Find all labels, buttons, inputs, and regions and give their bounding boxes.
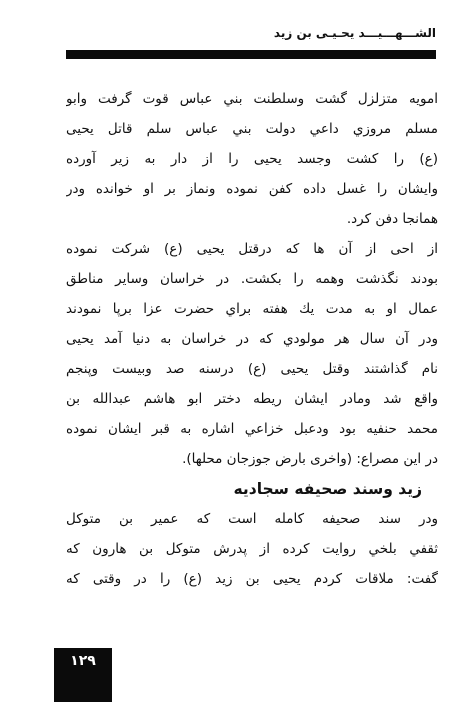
paragraph-1 [66, 84, 438, 234]
text-line: گفت: ملاقات كردم يحيى بن زيد (ع) را در وقتى كه [66, 571, 438, 587]
page-body [66, 84, 438, 594]
text-line: نام گذاشتند وقتل يحيى (ع) درسنه صد وبيست وپنجم [66, 361, 438, 377]
text-line: (ع) را كشت وجسد يحيى را از دار به زير آورده [66, 151, 438, 167]
text-line: ودر سند صحيفه كامله است كه عمير بن متوكل [66, 511, 438, 527]
text-line: محمد حنفيه بود ودعبل خزاعي اشاره به قبر ايشان نموده [66, 421, 438, 437]
text-line: از احى از آن ها كه درقتل يحيى (ع) شركت نموده [66, 241, 438, 257]
text-line: همانجا دفن كرد. [346, 211, 438, 227]
text-line: ودر آن سال هر مولودي كه در خراسان به دنيا آمد يحيى [66, 331, 438, 347]
text-line: در اين مصراع: (واخرى بارض جوزجان محلها). [182, 451, 438, 467]
text-line: بودند نگذشت وهمه را بكشت. در خراسان وساير مناطق [66, 271, 438, 287]
header-rule [66, 50, 436, 59]
paragraph-3 [66, 504, 438, 594]
text-line: عمال او به مدت يك هفته براي حضرت عزا برپا نمودند [66, 301, 438, 317]
paragraph-2 [66, 234, 438, 474]
text-line: ثقفي بلخي روايت كرده از پدرش متوكل بن هارون كه [66, 541, 438, 557]
page-number: ١٢٩ [54, 648, 112, 702]
text-line: مسلم مروزي داعي دولت بني عباس سلم قاتل يحيى [66, 121, 438, 137]
text-line: امويه متزلزل گشت وسلطنت بني عباس قوت گرفت وابو [66, 91, 438, 107]
section-heading: زيد وسند صحيفه سجاديه [233, 480, 422, 498]
text-line: واقع شد ومادر ايشان ريطه دختر ابو هاشم عبدالله بن [66, 391, 438, 407]
running-header: الشـــهـــيـــد يحـيـى بن زيد [273, 26, 436, 40]
text-line: وايشان را غسل داده كفن نموده ونماز بر او خوانده ودر [66, 181, 438, 197]
